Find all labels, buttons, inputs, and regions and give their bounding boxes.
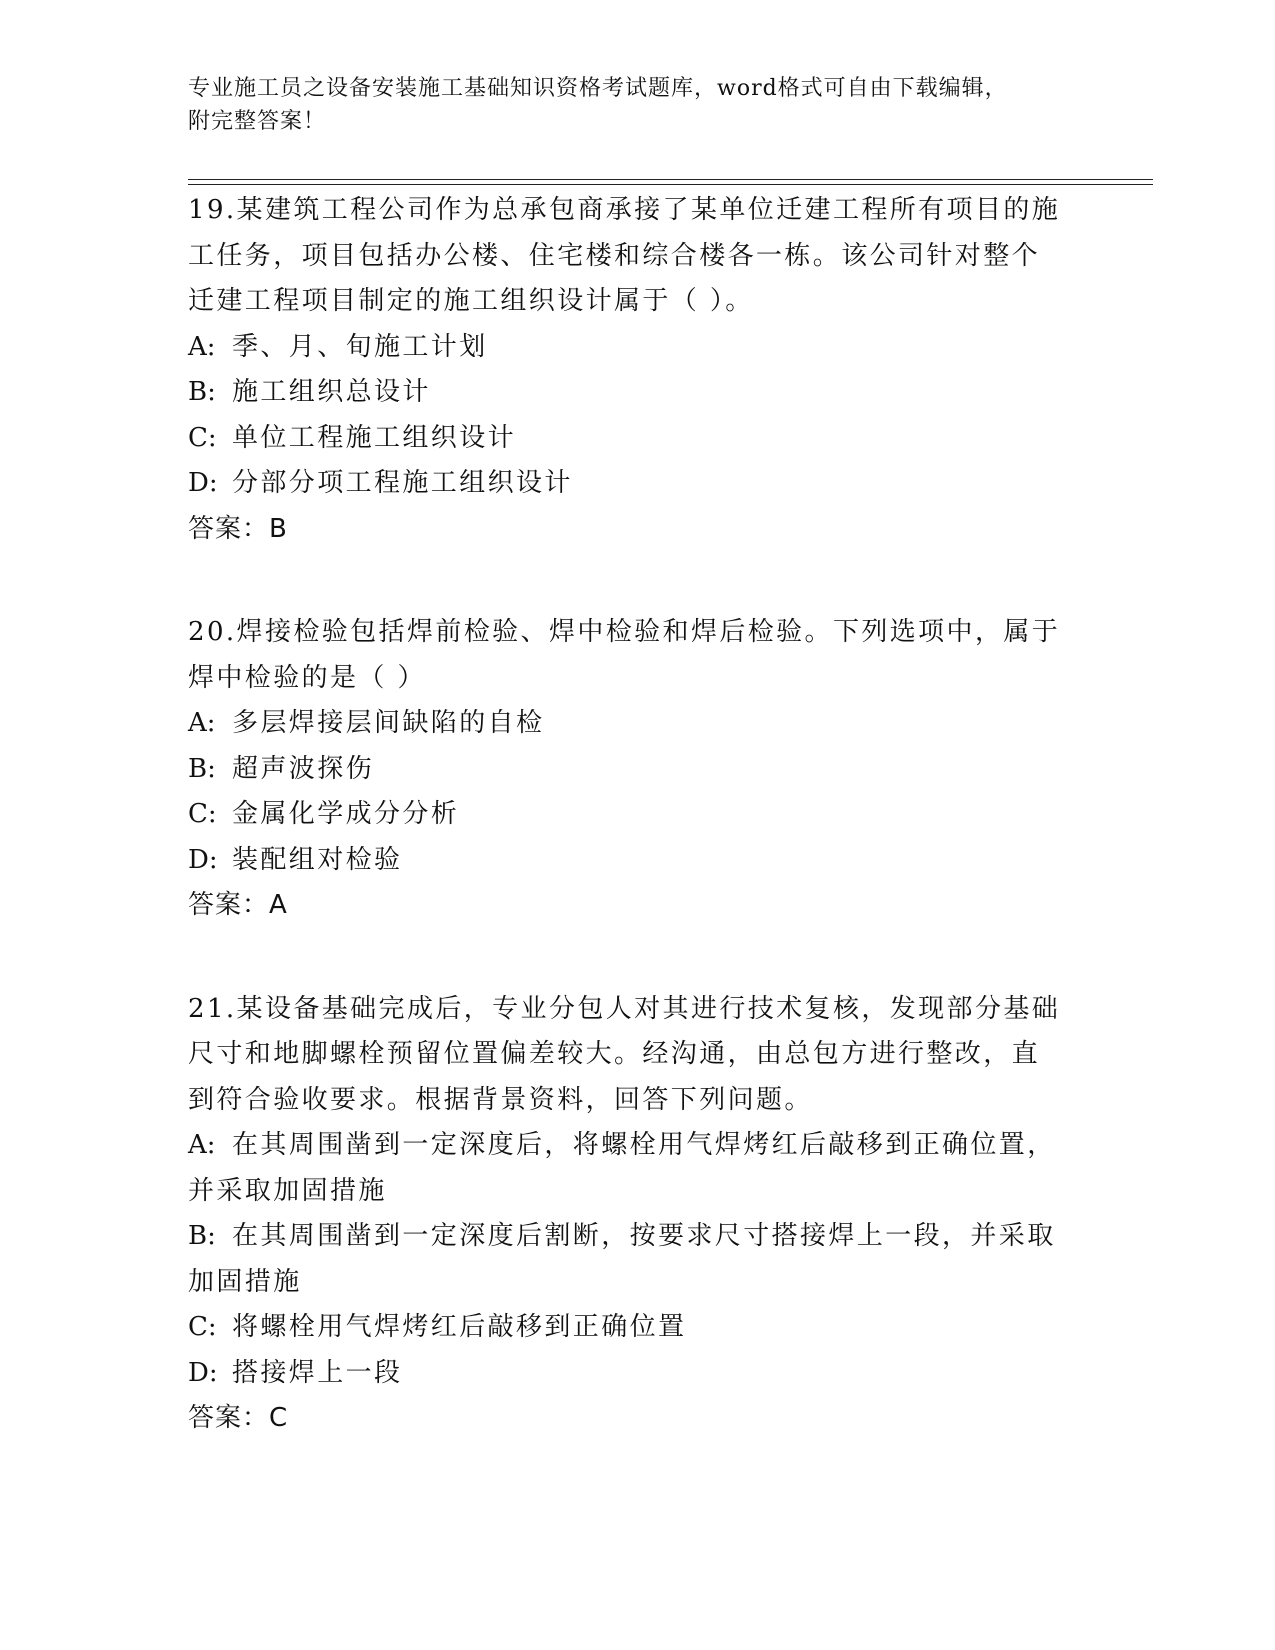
option-a	[188, 1123, 1088, 1214]
question-stem	[188, 610, 1088, 701]
option-text: 超声波探伤	[232, 753, 375, 784]
option-a	[188, 325, 1088, 371]
option-text: 在其周围凿到一定深度后割断，按要求尺寸搭接焊上一段，并采取	[232, 1221, 1056, 1251]
option-label: D:	[188, 468, 218, 498]
stem-line: 迁建工程项目制定的施工组织设计属于（ ）。	[188, 286, 754, 316]
option-label: B:	[188, 1221, 216, 1251]
document-header	[188, 72, 1088, 138]
answer-line: 答案：B	[188, 513, 288, 544]
option-text: 多层焊接层间缺陷的自检	[232, 708, 545, 738]
header-line: 附完整答案！	[188, 109, 327, 134]
option-text: 金属化学成分分析	[232, 799, 460, 829]
option-label: D:	[188, 844, 218, 875]
stem-line: 焊中检验的是（ ）	[188, 662, 426, 693]
stem-line: 工任务，项目包括办公楼、住宅楼和综合楼各一栋。该公司针对整个	[188, 240, 1041, 271]
option-label: D:	[188, 1357, 218, 1388]
option-label: A:	[188, 331, 216, 362]
option-text: 施工组织总设计	[232, 377, 431, 407]
option-b	[188, 370, 1088, 416]
question-20	[188, 610, 1088, 929]
option-a	[188, 701, 1088, 747]
option-d	[188, 461, 1088, 507]
stem-line: 尺寸和地脚螺栓预留位置偏差较大。经沟通，由总包方进行整改，直	[188, 1039, 1041, 1069]
question-stem	[188, 987, 1088, 1124]
stem-line: 21.某设备基础完成后，专业分包人对其进行技术复核，发现部分基础	[188, 993, 1061, 1024]
option-b	[188, 1214, 1088, 1305]
option-text: 分部分项工程施工组织设计	[232, 468, 573, 498]
stem-line: 到符合验收要求。根据背景资料，回答下列问题。	[188, 1084, 813, 1115]
option-label: B:	[188, 753, 216, 784]
header-divider	[188, 179, 1153, 180]
option-text: 在其周围凿到一定深度后，将螺栓用气焊烤红后敲移到正确位置，	[232, 1130, 1056, 1160]
option-text: 将螺栓用气焊烤红后敲移到正确位置	[232, 1312, 687, 1342]
question-21	[188, 987, 1088, 1442]
option-label: C:	[188, 1312, 217, 1342]
option-text: 装配组对检验	[232, 844, 403, 875]
option-c	[188, 1305, 1088, 1351]
option-label: C:	[188, 422, 217, 453]
header-line: 专业施工员之设备安装施工基础知识资格考试题库，word格式可自由下载编辑，	[188, 76, 1008, 101]
question-stem	[188, 188, 1088, 325]
option-label: A:	[188, 1130, 216, 1160]
option-c	[188, 792, 1088, 838]
question-19	[188, 188, 1088, 552]
option-label: C:	[188, 799, 217, 829]
question-list	[188, 188, 1088, 1500]
option-d	[188, 838, 1088, 884]
stem-line: 19.某建筑工程公司作为总承包商承接了某单位迁建工程所有项目的施	[188, 195, 1061, 225]
option-text: 搭接焊上一段	[232, 1357, 403, 1388]
option-c	[188, 416, 1088, 462]
answer-line: 答案：A	[188, 890, 288, 920]
option-text: 单位工程施工组织设计	[232, 422, 517, 453]
answer-line: 答案：C	[188, 1403, 289, 1433]
option-b	[188, 747, 1088, 793]
option-text-continued: 并采取加固措施	[188, 1175, 387, 1206]
option-label: A:	[188, 708, 216, 738]
option-d	[188, 1351, 1088, 1397]
option-text-continued: 加固措施	[188, 1266, 302, 1297]
header-divider	[188, 184, 1153, 185]
option-text: 季、月、旬施工计划	[232, 331, 488, 362]
option-label: B:	[188, 377, 216, 407]
stem-line: 20.焊接检验包括焊前检验、焊中检验和焊后检验。下列选项中，属于	[188, 617, 1061, 647]
